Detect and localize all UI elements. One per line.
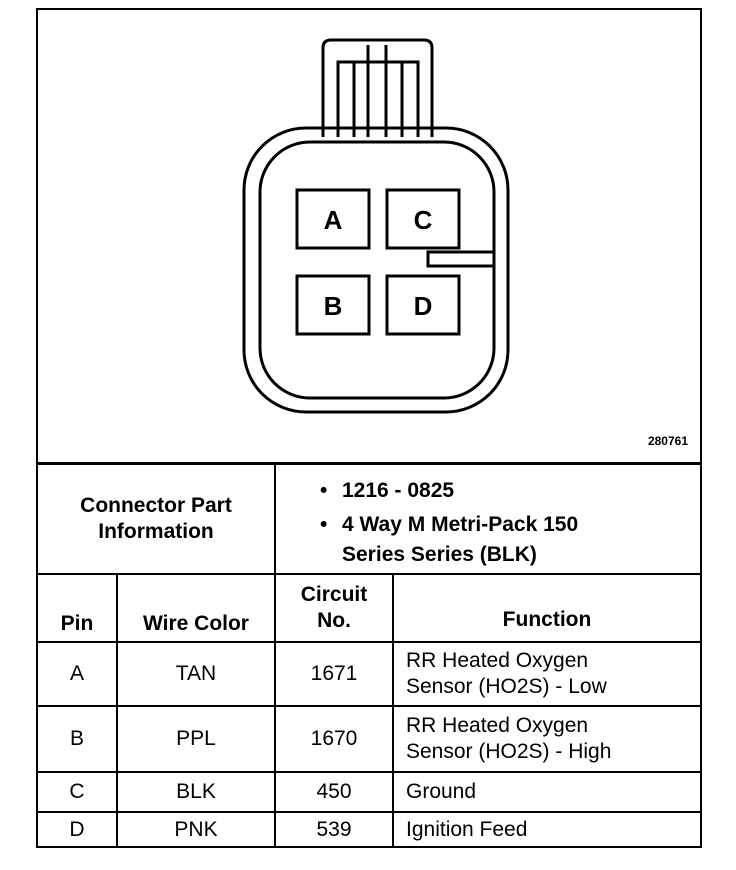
connector-type: 4 Way M Metri-Pack 150 Series Series (BLK) [342, 513, 579, 566]
row-c-pin: C [69, 780, 85, 803]
header-pin: Pin [60, 612, 94, 635]
pin-label-a: A [323, 205, 343, 235]
row-b-circuit: 1670 [310, 727, 358, 750]
pin-label-b: B [323, 291, 343, 321]
connector-body-inner [260, 142, 494, 398]
latch-inner [338, 62, 418, 137]
part-info-label: Connector Part Information [80, 494, 232, 543]
connector-sheet [36, 8, 702, 848]
row-d-function: Ignition Feed [406, 817, 528, 841]
connector-type-bullet: • 4 Way M Metri-Pack 150 Series Series (BLK) [320, 510, 620, 570]
row-c-circuit: 450 [316, 780, 352, 803]
row-a-circuit: 1671 [310, 662, 358, 685]
pin-label-c: C [413, 205, 433, 235]
connector-key [428, 252, 494, 266]
row-d-wire: PNK [174, 817, 218, 841]
row-b-pin: B [69, 727, 84, 750]
part-number-bullet: • 1216 - 0825 [320, 479, 455, 502]
header-function: Function [502, 608, 592, 631]
row-d-pin: D [69, 817, 85, 841]
row-c-function: Ground [406, 780, 477, 803]
row-a-wire: TAN [175, 662, 217, 685]
header-wire-color: Wire Color [143, 612, 249, 635]
connector-drawing [38, 10, 700, 462]
row-a-pin: A [69, 662, 84, 685]
pin-label-d: D [413, 291, 433, 321]
row-d-circuit: 539 [316, 817, 352, 841]
row-b-function: RR Heated Oxygen Sensor (HO2S) - High [406, 714, 612, 763]
row-b-wire: PPL [176, 727, 216, 750]
figure-id: 280761 [647, 434, 688, 448]
connector-body-outer [244, 128, 508, 412]
header-circuit: Circuit No. [300, 583, 368, 632]
part-number: 1216 - 0825 [342, 479, 455, 502]
row-c-wire: BLK [176, 780, 216, 803]
row-a-function: RR Heated Oxygen Sensor (HO2S) - Low [406, 649, 607, 698]
